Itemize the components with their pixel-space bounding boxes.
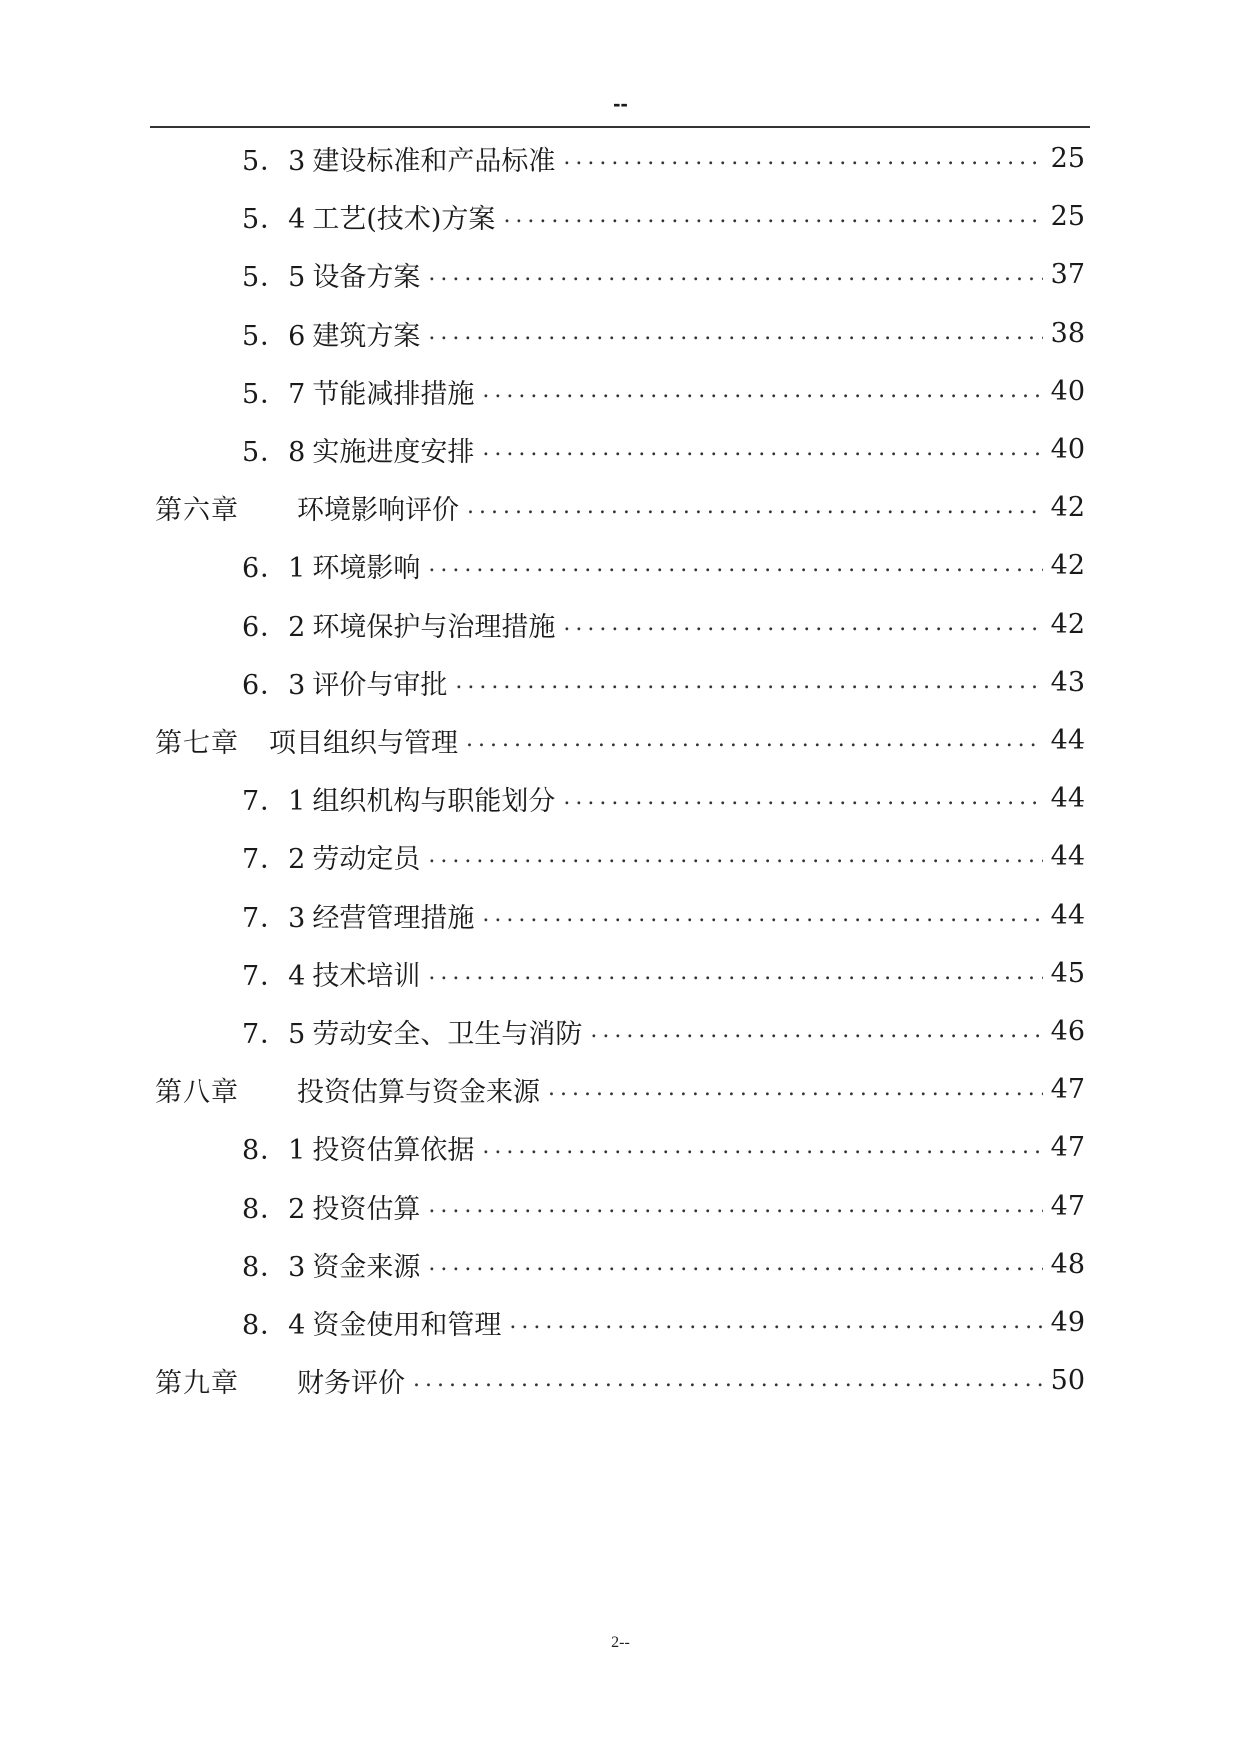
toc-section-entry[interactable] — [242, 545, 1085, 585]
toc-dot-leader — [482, 371, 1043, 411]
toc-section-entry[interactable] — [242, 1186, 1085, 1226]
toc-entry-number: 7．1 — [242, 785, 307, 817]
toc-dot-leader — [563, 778, 1043, 818]
toc-section-entry[interactable] — [242, 254, 1085, 294]
toc-dot-leader — [503, 196, 1043, 236]
toc-section-entry[interactable] — [242, 1011, 1085, 1051]
toc-entry-page: 44 — [1050, 724, 1085, 756]
toc-section-entry[interactable] — [242, 138, 1085, 178]
toc-entry-number: 8．1 — [242, 1134, 307, 1166]
toc-entry-title: 投资估算 — [312, 1193, 421, 1225]
toc-entry-title: 资金来源 — [312, 1251, 421, 1283]
toc-entry-title: 建筑方案 — [312, 320, 421, 352]
toc-entry-title: 劳动定员 — [312, 843, 421, 875]
toc-dot-leader — [428, 1186, 1043, 1226]
toc-entry-page: 48 — [1050, 1248, 1085, 1280]
toc-entry-title: 财务评价 — [297, 1367, 405, 1399]
toc-entry-page: 46 — [1050, 1015, 1085, 1047]
toc-entry-title: 环境影响评价 — [297, 494, 459, 526]
toc-entry-page: 37 — [1050, 258, 1085, 290]
toc-entry-page: 47 — [1050, 1190, 1085, 1222]
toc-section-entry[interactable] — [242, 953, 1085, 993]
toc-dot-leader — [428, 1244, 1043, 1284]
toc-entry-title: 工艺(技术)方案 — [312, 203, 496, 235]
toc-entry-page: 25 — [1050, 142, 1085, 174]
toc-entry-page: 49 — [1050, 1306, 1085, 1338]
toc-entry-title: 投资估算依据 — [312, 1134, 475, 1166]
toc-entry-title: 项目组织与管理 — [269, 727, 458, 759]
toc-dot-leader — [428, 254, 1043, 294]
toc-entry-number: 7．3 — [242, 902, 307, 934]
toc-entry-number: 8．3 — [242, 1251, 307, 1283]
toc-dot-leader — [563, 604, 1043, 644]
toc-entry-number: 7．4 — [242, 960, 307, 992]
toc-dot-leader — [482, 895, 1043, 935]
page-header-mark: -- — [613, 91, 628, 116]
toc-section-entry[interactable] — [242, 895, 1085, 935]
toc-dot-leader — [466, 720, 1043, 760]
toc-entry-title: 经营管理措施 — [312, 902, 475, 934]
toc-entry-number: 第七章 — [155, 727, 239, 759]
toc-section-entry[interactable] — [242, 604, 1085, 644]
toc-entry-page: 42 — [1050, 608, 1085, 640]
toc-dot-leader — [428, 313, 1043, 353]
toc-dot-leader — [509, 1302, 1043, 1342]
toc-entry-number: 5．3 — [242, 145, 307, 177]
toc-chapter-entry[interactable] — [155, 720, 1085, 760]
toc-entry-page: 42 — [1050, 491, 1085, 523]
toc-section-entry[interactable] — [242, 429, 1085, 469]
toc-entry-number: 7．2 — [242, 843, 307, 875]
toc-chapter-entry[interactable] — [155, 1069, 1085, 1109]
toc-entry-title: 技术培训 — [312, 960, 421, 992]
header-rule — [150, 126, 1090, 128]
toc-section-entry[interactable] — [242, 313, 1085, 353]
toc-dot-leader — [482, 1127, 1043, 1167]
toc-entry-number: 7．5 — [242, 1018, 307, 1050]
toc-section-entry[interactable] — [242, 196, 1085, 236]
toc-entry-page: 45 — [1050, 957, 1085, 989]
toc-dot-leader — [563, 138, 1043, 178]
toc-dot-leader — [413, 1360, 1043, 1400]
toc-dot-leader — [467, 487, 1043, 527]
toc-entry-page: 44 — [1050, 899, 1085, 931]
toc-chapter-entry[interactable] — [155, 1360, 1085, 1400]
toc-entry-title: 评价与审批 — [312, 669, 448, 701]
toc-section-entry[interactable] — [242, 778, 1085, 818]
toc-section-entry[interactable] — [242, 1302, 1085, 1342]
toc-entry-page: 50 — [1050, 1364, 1085, 1396]
toc-entry-page: 40 — [1050, 375, 1085, 407]
toc-entry-page: 47 — [1050, 1073, 1085, 1105]
toc-section-entry[interactable] — [242, 371, 1085, 411]
toc-entry-number: 8．4 — [242, 1309, 307, 1341]
toc-entry-page: 43 — [1050, 666, 1085, 698]
toc-dot-leader — [428, 836, 1043, 876]
toc-entry-title: 设备方案 — [312, 261, 421, 293]
toc-entry-number: 第八章 — [155, 1076, 239, 1108]
toc-entry-title: 组织机构与职能划分 — [312, 785, 556, 817]
toc-entry-number: 8．2 — [242, 1193, 307, 1225]
toc-dot-leader — [455, 662, 1043, 702]
toc-entry-title: 环境影响 — [312, 552, 421, 584]
toc-entry-number: 6．2 — [242, 611, 307, 643]
toc-section-entry[interactable] — [242, 1127, 1085, 1167]
toc-entry-number: 5．5 — [242, 261, 307, 293]
toc-chapter-entry[interactable] — [155, 487, 1085, 527]
toc-entry-page: 47 — [1050, 1131, 1085, 1163]
toc-entry-title: 实施进度安排 — [312, 436, 475, 468]
toc-entry-page: 40 — [1050, 433, 1085, 465]
page-number: 2-- — [611, 1634, 630, 1651]
toc-entry-page: 42 — [1050, 549, 1085, 581]
toc-entry-number: 5．6 — [242, 320, 307, 352]
toc-entry-number: 5．8 — [242, 436, 307, 468]
toc-entry-number: 第六章 — [155, 494, 239, 526]
toc-entry-number: 6．1 — [242, 552, 307, 584]
toc-entry-title: 建设标准和产品标准 — [312, 145, 556, 177]
toc-dot-leader — [548, 1069, 1043, 1109]
toc-entry-number: 5．4 — [242, 203, 307, 235]
toc-dot-leader — [590, 1011, 1043, 1051]
toc-entry-page: 25 — [1050, 200, 1085, 232]
toc-entry-page: 44 — [1050, 840, 1085, 872]
toc-dot-leader — [482, 429, 1043, 469]
toc-entry-title: 资金使用和管理 — [312, 1309, 502, 1341]
toc-entry-title: 投资估算与资金来源 — [297, 1076, 540, 1108]
toc-entry-number: 6．3 — [242, 669, 307, 701]
toc-entry-title: 节能减排措施 — [312, 378, 475, 410]
toc-entry-page: 38 — [1050, 317, 1085, 349]
toc-section-entry[interactable] — [242, 662, 1085, 702]
toc-dot-leader — [428, 545, 1043, 585]
toc-entry-title: 环境保护与治理措施 — [312, 611, 556, 643]
toc-section-entry[interactable] — [242, 1244, 1085, 1284]
toc-dot-leader — [428, 953, 1043, 993]
toc-entry-number: 第九章 — [155, 1367, 239, 1399]
toc-section-entry[interactable] — [242, 836, 1085, 876]
toc-entry-title: 劳动安全、卫生与消防 — [312, 1018, 583, 1050]
toc-entry-number: 5．7 — [242, 378, 307, 410]
toc-entry-page: 44 — [1050, 782, 1085, 814]
